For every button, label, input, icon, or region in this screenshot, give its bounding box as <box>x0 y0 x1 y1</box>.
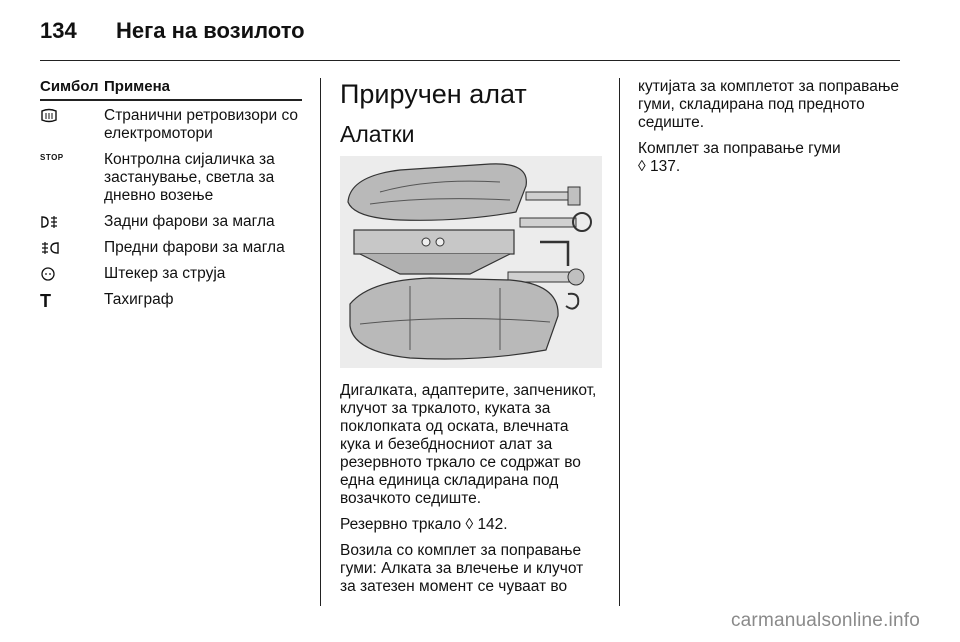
section-title: Приручен алат <box>340 79 527 109</box>
table-row <box>40 265 302 283</box>
top-rule <box>40 60 900 61</box>
page-number: 134 <box>40 18 77 43</box>
tools-section <box>340 78 602 604</box>
power-socket-icon <box>40 265 104 283</box>
tyre-repair-kit-label: Комплет за поправање гуми <box>638 140 841 157</box>
row-text: Странични ретровизори со електромотори <box>104 107 298 142</box>
front-fog-light-icon <box>40 239 104 257</box>
column-divider <box>320 78 321 606</box>
column-divider <box>619 78 620 606</box>
table-row <box>40 291 302 310</box>
table-row <box>40 213 302 231</box>
stop-icon: STOP <box>40 153 64 162</box>
table-row <box>40 151 302 205</box>
tools-description: Дигалката, адаптерите, запченикот, клучот за тркалото, куката за поклопката од оската, влечната кука и безебдносниот алат за резервното тркало се содржат во една единица складирана под возачкото седиште. <box>340 382 597 507</box>
spare-wheel-reference <box>340 516 602 534</box>
section-subtitle: Алатки <box>340 121 415 147</box>
col-symbol-header: Симбол <box>40 78 99 95</box>
tyre-repair-text: Возила со комплет за поправање гуми: Алката за влечење и клучот за затезен момент се чуваат во <box>340 542 584 595</box>
row-text: Предни фарови за магла <box>104 239 285 256</box>
mirror-heating-icon <box>40 107 104 143</box>
page-heading: Нега на возилото <box>116 18 305 43</box>
watermark: carmanualsonline.info <box>730 610 920 631</box>
symbol-table <box>40 78 302 310</box>
table-row <box>40 239 302 257</box>
toolkit-illustration <box>340 156 602 368</box>
table-header <box>40 78 302 101</box>
tyre-repair-kit-reference <box>638 140 900 176</box>
page-ref-number[interactable]: 137. <box>649 158 681 175</box>
spare-wheel-label: Резервно тркало <box>340 516 462 533</box>
row-text: Штекер за струја <box>104 265 226 282</box>
row-text: Задни фарови за магла <box>104 213 275 230</box>
row-text: Тахиграф <box>104 291 174 308</box>
tachograph-icon: T <box>40 291 51 311</box>
column-three <box>638 78 900 184</box>
page-ref-arrow-icon: ◊ <box>638 158 646 175</box>
page-ref-number[interactable]: 142. <box>477 516 508 533</box>
page-ref-arrow-icon: ◊ <box>465 516 474 533</box>
rear-fog-light-icon <box>40 213 104 231</box>
col-usage-header: Примена <box>104 78 171 95</box>
table-row <box>40 107 302 143</box>
row-text: Контролна сијаличка за застанување, светла за дневно возење <box>104 151 275 204</box>
tyre-repair-continuation: кутијата за комплетот за поправање гуми, складирана под предното седиште. <box>638 78 900 131</box>
